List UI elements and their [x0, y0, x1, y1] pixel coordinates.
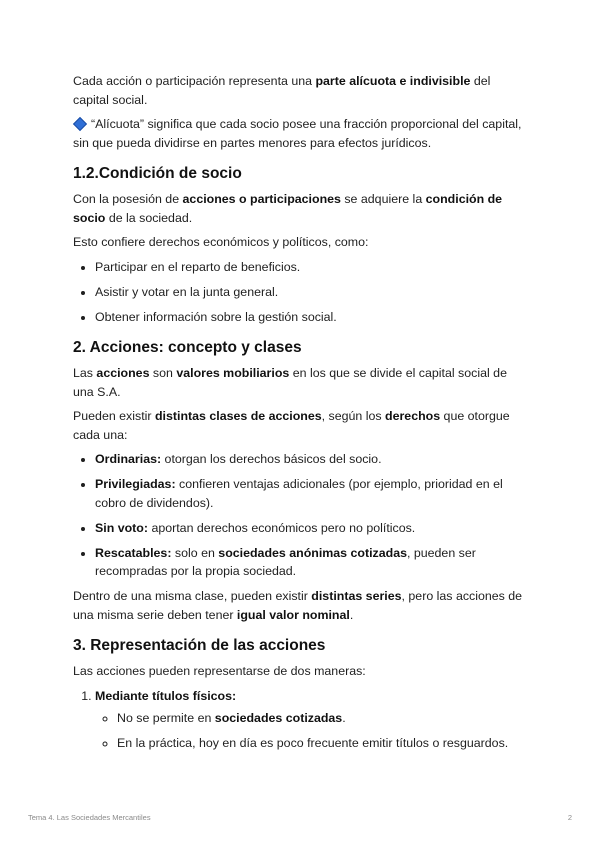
list-item: • Participar en el reparto de beneficios.	[95, 258, 528, 277]
section-title-representacion: 3. Representación de las acciones	[73, 637, 326, 654]
footer-title: Tema 4. Las Sociedades Mercantiles	[28, 813, 151, 822]
sub-list	[95, 709, 528, 753]
alicuota-note: “Alícuota” significa que cada socio posee una fracción proporcional del capital, sin que pueda dividirse en partes menores para efectos jurídicos.	[73, 117, 522, 150]
rights-list	[73, 258, 528, 327]
list-item: 1. Mediante títulos físicos: ◦ No se permite en sociedades cotizadas. ◦ En la práctica, hoy en día es poco frecuente emitir títulos o resguardos.	[95, 687, 528, 753]
paragraph: Pueden existir distintas clases de acciones, según los derechos que otorgue cada una:	[73, 409, 510, 442]
paragraph: Esto confiere derechos económicos y políticos, como:	[73, 235, 369, 249]
list-item: ◦ En la práctica, hoy en día es poco frecuente emitir títulos o resguardos.	[117, 734, 528, 753]
paragraph: Las acciones son valores mobiliarios en los que se divide el capital social de una S.A.	[73, 366, 507, 399]
paragraph: Con la posesión de acciones o participaciones se adquiere la condición de socio de la sociedad.	[73, 192, 503, 225]
intro-paragraph: Cada acción o participación representa una parte alícuota e indivisible del capital social.	[73, 74, 491, 107]
section-title-acciones: 2. Acciones: concepto y clases	[73, 339, 302, 356]
page-footer	[28, 813, 572, 822]
page-number: 2	[567, 813, 572, 822]
representation-list	[73, 687, 528, 753]
document-body	[73, 72, 528, 759]
diamond-icon	[73, 117, 87, 131]
list-item: • Asistir y votar en la junta general.	[95, 283, 528, 302]
list-item: • Obtener información sobre la gestión social.	[95, 308, 528, 327]
list-item: • Rescatables: solo en sociedades anónimas cotizadas, pueden ser recompradas por la propia sociedad.	[95, 544, 528, 581]
list-item: • Privilegiadas: confieren ventajas adicionales (por ejemplo, prioridad en el cobro de dividendos).	[95, 475, 528, 512]
list-item: • Sin voto: aportan derechos económicos pero no políticos.	[95, 519, 528, 538]
list-item: • Ordinarias: otorgan los derechos básicos del socio.	[95, 450, 528, 469]
list-item: ◦ No se permite en sociedades cotizadas.	[117, 709, 528, 728]
paragraph: Las acciones pueden representarse de dos maneras:	[73, 664, 366, 678]
paragraph: Dentro de una misma clase, pueden existir distintas series, pero las acciones de una misma serie deben tener igual valor nominal.	[73, 589, 523, 622]
section-title-condicion-socio: 1.2.Condición de socio	[73, 165, 242, 182]
share-classes-list	[73, 450, 528, 581]
